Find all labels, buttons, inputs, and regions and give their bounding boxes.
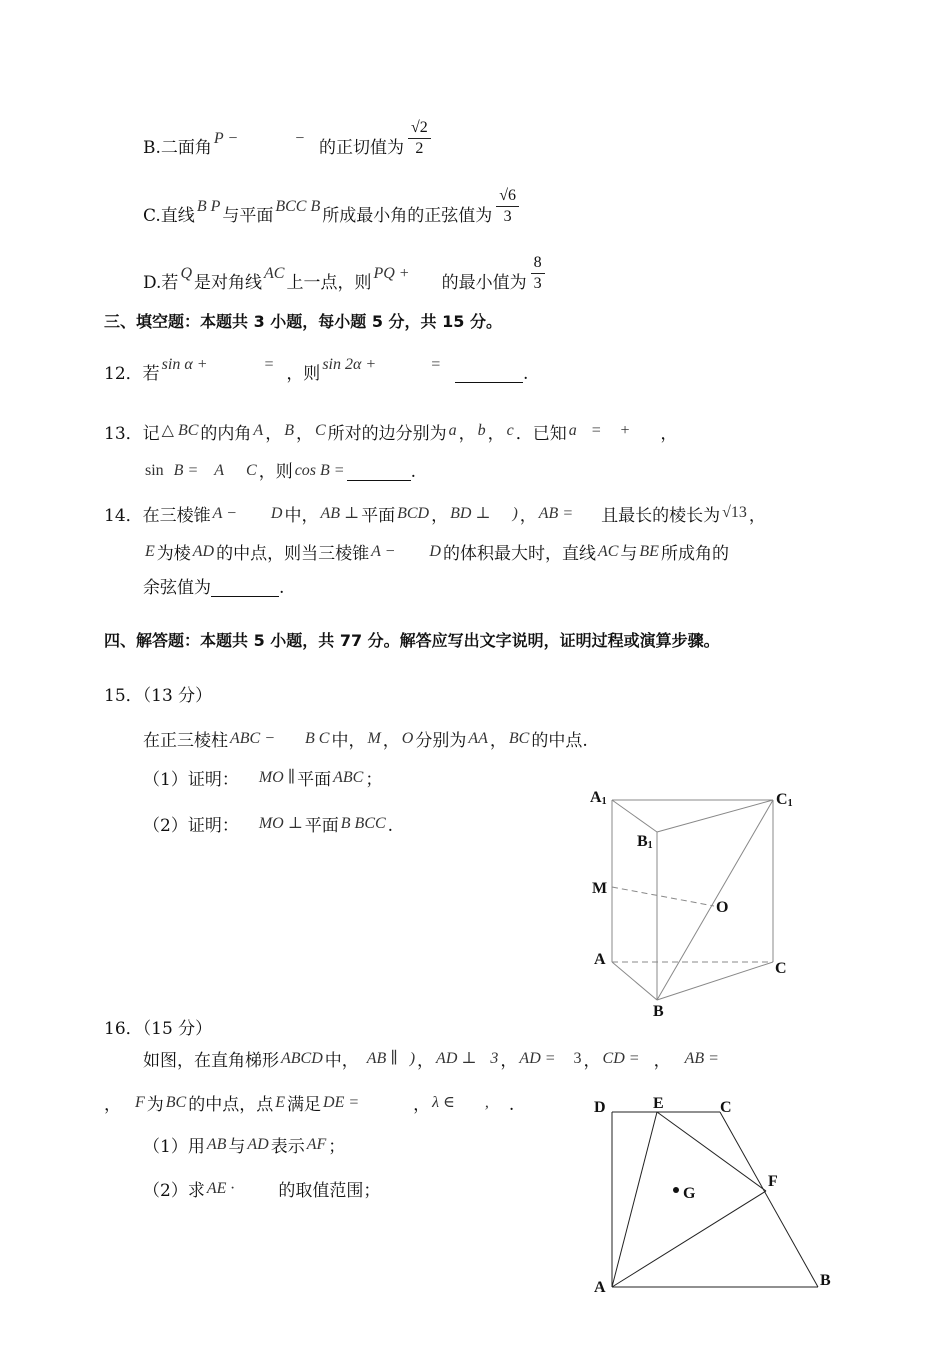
math: A −: [371, 543, 396, 560]
math: b: [477, 422, 486, 439]
q15-part1: [143, 769, 383, 790]
text: 在三棱锥: [142, 506, 211, 526]
q11-option-d: [143, 254, 545, 302]
part-label: （1）用: [143, 1137, 205, 1157]
q16-stem-line2: [104, 1094, 515, 1115]
text: 为: [146, 1095, 164, 1115]
math: AD: [192, 543, 215, 560]
text: ，: [382, 731, 400, 751]
q14-line3: [143, 580, 284, 597]
math: BE: [639, 543, 659, 560]
math: A: [214, 462, 225, 479]
math: B: [284, 422, 294, 439]
text: 为棱: [156, 544, 191, 564]
section3-title: 三、填空题：本题共 3 小题，每小题 5 分，共 15 分。: [104, 312, 502, 331]
text: 的中点，则当三棱锥: [216, 544, 370, 564]
math: △: [161, 422, 174, 439]
text: 的最小值为: [441, 273, 527, 293]
text: 余弦值为: [143, 578, 211, 598]
text: .: [279, 578, 285, 598]
math: AC: [597, 543, 619, 560]
question-number: 13．: [104, 424, 143, 444]
math: sin 2α +: [322, 356, 377, 373]
label-e: E: [653, 1095, 664, 1112]
math: BC: [165, 1094, 187, 1111]
score: （15 分）: [142, 1019, 213, 1039]
q15-header: [104, 688, 212, 705]
label-b: B: [820, 1272, 831, 1289]
text: ；: [328, 1137, 346, 1157]
fraction: [531, 255, 545, 292]
text: ，: [489, 731, 507, 751]
math: A −: [212, 505, 237, 522]
math: a: [448, 422, 457, 439]
math: ): [512, 505, 518, 522]
math: MO ⊥: [258, 815, 303, 832]
text: 的正切值为: [318, 138, 404, 158]
section4-title: 四、解答题：本题共 5 小题，共 77 分。解答应写出文字说明，证明过程或演算步骤。: [104, 631, 720, 650]
text: 若: [142, 364, 160, 384]
text: ，: [653, 1051, 671, 1071]
math: BCD: [397, 505, 430, 522]
numerator: √2: [408, 120, 431, 139]
math: F: [135, 1094, 145, 1111]
score: （13 分）: [142, 686, 213, 706]
text: 表示: [270, 1137, 305, 1157]
math: B C: [305, 730, 330, 747]
math: Q: [180, 265, 192, 282]
text: ，: [431, 506, 449, 526]
q11-option-c: [143, 187, 519, 235]
text: 上一点，则: [286, 273, 372, 293]
text: .: [410, 462, 417, 482]
label-m: M: [592, 880, 608, 897]
math: AB =: [684, 1050, 719, 1067]
edge-bc1: [657, 800, 773, 1000]
text: .: [508, 1095, 515, 1115]
numerator: 8: [531, 255, 545, 274]
edge-cb: [720, 1112, 818, 1287]
math: BD ⊥: [450, 505, 491, 522]
math: E: [275, 1094, 286, 1111]
text: 的取值范围；: [278, 1181, 381, 1201]
text: 与: [620, 544, 638, 564]
text: ，: [748, 506, 766, 526]
math: +: [619, 422, 631, 439]
text: ，: [104, 1095, 121, 1115]
math: MO: [258, 769, 284, 786]
denominator: 2: [415, 140, 424, 157]
label-b1: B1: [637, 833, 653, 851]
text: .: [522, 364, 529, 384]
math: √13: [722, 504, 747, 521]
text: ，: [458, 424, 476, 444]
text: 平面: [304, 816, 339, 836]
math: AD: [247, 1136, 269, 1153]
q15-stem: [143, 730, 588, 751]
math: AD =: [519, 1050, 556, 1067]
math: C: [246, 462, 257, 479]
text: ，: [295, 424, 313, 444]
segment-af: [612, 1191, 766, 1287]
math: c: [506, 422, 514, 439]
label-c: C: [775, 960, 787, 977]
text: 平面: [361, 506, 396, 526]
q14-line1: [104, 504, 766, 526]
math: cos B =: [294, 462, 345, 479]
math: E: [145, 543, 155, 560]
math: AB ∥: [366, 1050, 398, 1067]
text: ，则: [258, 462, 293, 482]
answer-blank[interactable]: [211, 580, 279, 597]
math: BC: [177, 422, 199, 439]
edge-bc: [657, 962, 773, 1000]
part-label: （2）求: [143, 1181, 205, 1201]
text: 的内角: [200, 424, 252, 444]
math: 3: [573, 1050, 582, 1067]
text: 所对的边分别为: [327, 424, 447, 444]
text: ，: [583, 1051, 601, 1071]
text: ，: [417, 1051, 435, 1071]
denominator: 3: [533, 275, 542, 292]
math: O: [401, 730, 414, 747]
math: C: [314, 422, 326, 439]
option-c-label: C.直线: [143, 206, 195, 226]
answer-blank[interactable]: [347, 464, 411, 481]
text: 记: [142, 424, 160, 444]
math: AF: [306, 1136, 327, 1153]
segment-ef: [657, 1112, 766, 1191]
math: a: [568, 422, 577, 439]
edge-a1b1: [612, 800, 657, 832]
label-b: B: [653, 1003, 664, 1020]
math: D: [429, 543, 441, 560]
math: D: [270, 505, 283, 522]
text: 与: [228, 1137, 246, 1157]
math: ABCD: [281, 1050, 323, 1067]
text: 中，: [284, 506, 319, 526]
text: 的体积最大时，直线: [442, 544, 596, 564]
math: AC: [264, 265, 285, 282]
math: A: [253, 422, 264, 439]
text: ．已知: [515, 424, 567, 444]
text: ，: [519, 506, 537, 526]
text: 所成最小角的正弦值为: [322, 206, 493, 226]
text: 的中点.: [531, 731, 588, 751]
math: 3: [490, 1050, 499, 1067]
math: sin: [145, 462, 164, 479]
answer-blank[interactable]: [455, 366, 523, 383]
math: λ ∈: [432, 1094, 455, 1111]
text: 分别为: [415, 731, 467, 751]
segment-ae: [612, 1112, 657, 1287]
math: ABC: [333, 769, 364, 786]
math: DE =: [323, 1094, 360, 1111]
text: 中，: [324, 1051, 359, 1071]
part-label: （1）证明：: [143, 770, 239, 790]
q14-line2: [143, 543, 729, 564]
q13-line1: [104, 422, 678, 444]
label-c: C: [720, 1099, 732, 1116]
q16-part1: [143, 1136, 346, 1157]
option-d-label: D.若: [143, 273, 179, 293]
denominator: 3: [503, 208, 512, 225]
q15-part2: [143, 815, 394, 836]
text: 满足: [287, 1095, 322, 1115]
math: ): [409, 1050, 416, 1067]
math: BC: [508, 730, 530, 747]
point-g: [673, 1187, 679, 1193]
math: B BCC: [340, 815, 386, 832]
label-a: A: [594, 1279, 606, 1296]
text: ，则: [286, 364, 321, 384]
text: 是对角线: [194, 273, 262, 293]
question-number: 14．: [104, 506, 143, 526]
text: 如图，在直角梯形: [143, 1051, 279, 1071]
math: =: [430, 356, 441, 373]
math: CD =: [602, 1050, 640, 1067]
numerator: √6: [496, 188, 519, 207]
option-b-label: B.二面角: [143, 138, 212, 158]
math: AD ⊥: [436, 1050, 477, 1067]
text: 中，: [331, 731, 366, 751]
edge-b1c1: [657, 800, 773, 832]
question-number: 12．: [104, 364, 143, 384]
label-o: O: [716, 899, 729, 916]
text: 平面: [297, 770, 332, 790]
label-d: D: [594, 1099, 606, 1116]
edge-ab: [612, 962, 657, 1000]
q16-part2: [143, 1180, 381, 1201]
math: B P: [196, 198, 221, 215]
text: 且最长的棱长为: [601, 506, 721, 526]
math: ,: [484, 1094, 489, 1111]
math: PQ +: [373, 265, 410, 282]
text: 的中点，点: [188, 1095, 274, 1115]
math: −: [294, 130, 305, 147]
q16-header: [104, 1021, 212, 1038]
q12: [104, 356, 529, 384]
text: .: [387, 816, 394, 836]
text: 在正三棱柱: [143, 731, 228, 751]
fraction: [408, 120, 431, 157]
fraction: [496, 188, 519, 225]
text: ，: [500, 1051, 518, 1071]
text: ，: [660, 424, 678, 444]
math: P −: [213, 130, 239, 147]
math: B =: [173, 462, 199, 479]
math: =: [590, 422, 602, 439]
math: =: [263, 356, 275, 373]
math: AB ⊥: [320, 505, 360, 522]
segment-mo-hidden: [612, 887, 714, 906]
question-number: 15．: [104, 686, 143, 706]
math: BCC B: [275, 198, 321, 215]
math: AB: [206, 1136, 227, 1153]
text: ，: [265, 424, 283, 444]
q11-option-b: [143, 119, 431, 167]
math: M: [367, 730, 381, 747]
math: ABC −: [230, 730, 276, 747]
label-c1: C1: [776, 791, 793, 809]
q16-stem-line1: [143, 1050, 721, 1071]
label-a: A: [594, 951, 606, 968]
text: 所成角的: [660, 544, 729, 564]
math: AA: [468, 730, 488, 747]
text: 与平面: [222, 206, 274, 226]
text: ，: [413, 1095, 431, 1115]
text: ，: [487, 424, 505, 444]
math: sin α +: [161, 356, 208, 373]
label-g: G: [683, 1185, 696, 1202]
label-f: F: [768, 1173, 778, 1190]
label-a1: A1: [590, 789, 607, 807]
part-label: （2）证明：: [143, 816, 239, 836]
text: ；: [365, 770, 383, 790]
math: AB =: [538, 505, 574, 522]
math: ∥: [287, 769, 296, 786]
math: AE ·: [206, 1180, 235, 1197]
question-number: 16．: [104, 1019, 143, 1039]
q13-line2: [143, 464, 416, 481]
